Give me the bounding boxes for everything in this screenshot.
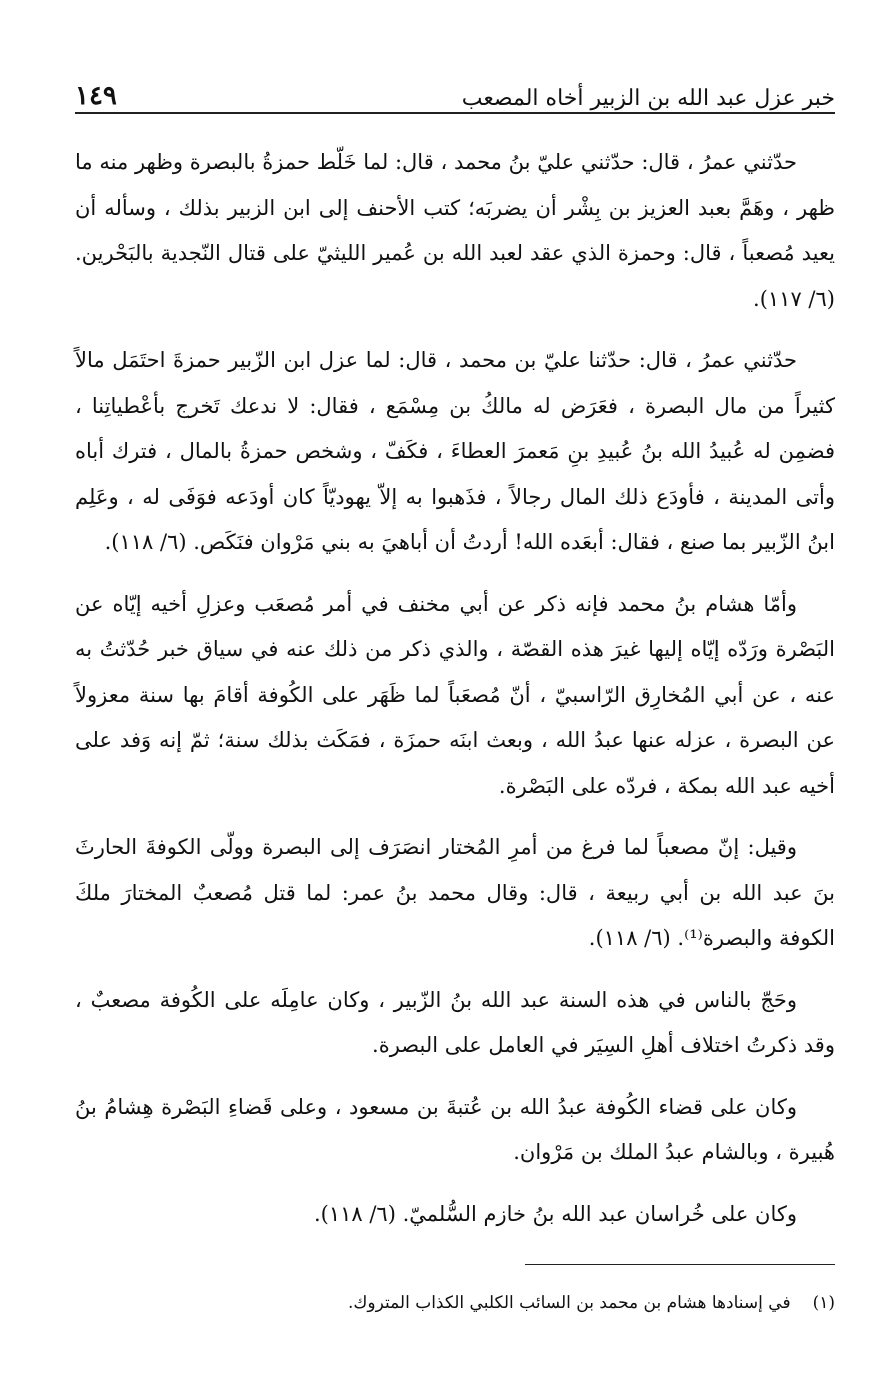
- paragraph: وكان على قضاء الكُوفة عبدُ الله بن عُتبةَ بن مسعود ، وعلى قَضاءِ البَصْرة هِشامُ بنُ هُبيرة ، وبالشام عبدُ الملك بن مَرْوان.: [75, 1094, 835, 1164]
- paragraph: وأمّا هشام بنُ محمد فإنه ذكر عن أبي مخنف في أمر مُصعَب وعزلِ أخيه إيّاه عن البَصْرة ورَدّه إيّاه إليها غيرَ هذه القصّة ، والذي ذكر من ذلك عنه في سياق خبر حُدّثتُ به عنه ، عن أبي المُخارِق الرّاسبيّ ، أنّ مُصعَباً لما ظَهَر على الكُوفة أقامَ بها سنة معزولاً عن البصرة ، عزله عنها عبدُ الله ، وبعث ابنَه حمزَة ، فمَكَث بذلك سنة؛ ثمّ إنه وَفد على أخيه عبد الله بمكة ، فردّه على البَصْرة.: [75, 591, 835, 798]
- footnote: [75, 1288, 835, 1318]
- footnote-number: (١): [812, 1293, 835, 1313]
- header-rule: [75, 112, 835, 114]
- paragraph: حدّثني عمرُ ، قال: حدّثنا عليّ بن محمد ، قال: لما عزل ابن الزّبير حمزةَ احتَمَل مالاً كثيراً من مال البصرة ، فعَرَض له مالكُ بن مِسْمَع ، فقال: لا ندعك تَخرج بأعْطياتِنا ، فضمِن له عُبيدُ الله بنُ عُبيدِ بنِ مَعمرَ العطاءَ ، فكَفّ ، وشخص حمزةُ بالمال ، فترك أباه وأتى المدينة ، فأودَع ذلك المال رجالاً ، فذَهبوا به إلاّ يهوديّاً كان أودَعه فوَفَى له ، وعَلِم ابنُ الزّبير بما صنع ، فقال: أبعَده الله! أردتُ أن أباهيَ به بني مَرْوان فنَكَص. (٦/ ١١٨).: [75, 348, 835, 554]
- paragraph: وقيل: إنّ مصعباً لما فرغ من أمرِ المُختار انصَرَف إلى البصرة وولّى الكوفةَ الحارثَ بنَ عبد الله بن أبي ربيعة ، قال: وقال محمد بنُ عمر: لما قتل مُصعبٌ المختارَ ملكَ الكوفة والبصرة⁽¹⁾. (٦/ ١١٨).: [75, 835, 835, 950]
- page-header: [75, 52, 835, 112]
- footnote-text: في إسنادها هشام بن محمد بن السائب الكلبي الكذاب المتروك.: [347, 1293, 791, 1313]
- paragraph: وكان على خُراسان عبد الله بنُ خازم السُّلميّ. (٦/ ١١٨).: [313, 1201, 797, 1226]
- paragraph-gap: [75, 1069, 835, 1085]
- paragraph-gap: [75, 809, 835, 825]
- paragraph-gap: [75, 322, 835, 338]
- paragraph: حدّثني عمرُ ، قال: حدّثني عليّ بنُ محمد ، قال: لما خَلّط حمزةُ بالبصرة وظهر منه ما ظهر ، وهَمَّ بعبد العزيز بن بِشْر أن يضربَه؛ كتب الأحنف إلى ابن الزبير بذلك ، وسأله أن يعيد مُصعباً ، قال: وحمزة الذي عقد لعبد الله بن عُمير الليثيّ على قتال النّجدية بالبَحْرين. (٦/ ١١٧).: [75, 150, 835, 311]
- paragraph-gap: [75, 1176, 835, 1192]
- main-text: [75, 140, 835, 1237]
- footnote-rule: [525, 1264, 835, 1265]
- page-number: ١٤٩: [75, 80, 117, 111]
- paragraph: وحَجّ بالناس في هذه السنة عبد الله بنُ الزّبير ، وكان عامِلَه على الكُوفة مصعبٌ ، وقد ذكرتُ اختلاف أهلِ السِيَر في العامل على البصرة.: [75, 987, 835, 1057]
- running-title: خبر عزل عبد الله بن الزبير أخاه المصعب: [461, 85, 835, 111]
- paragraph-gap: [75, 566, 835, 582]
- paragraph-gap: [75, 962, 835, 978]
